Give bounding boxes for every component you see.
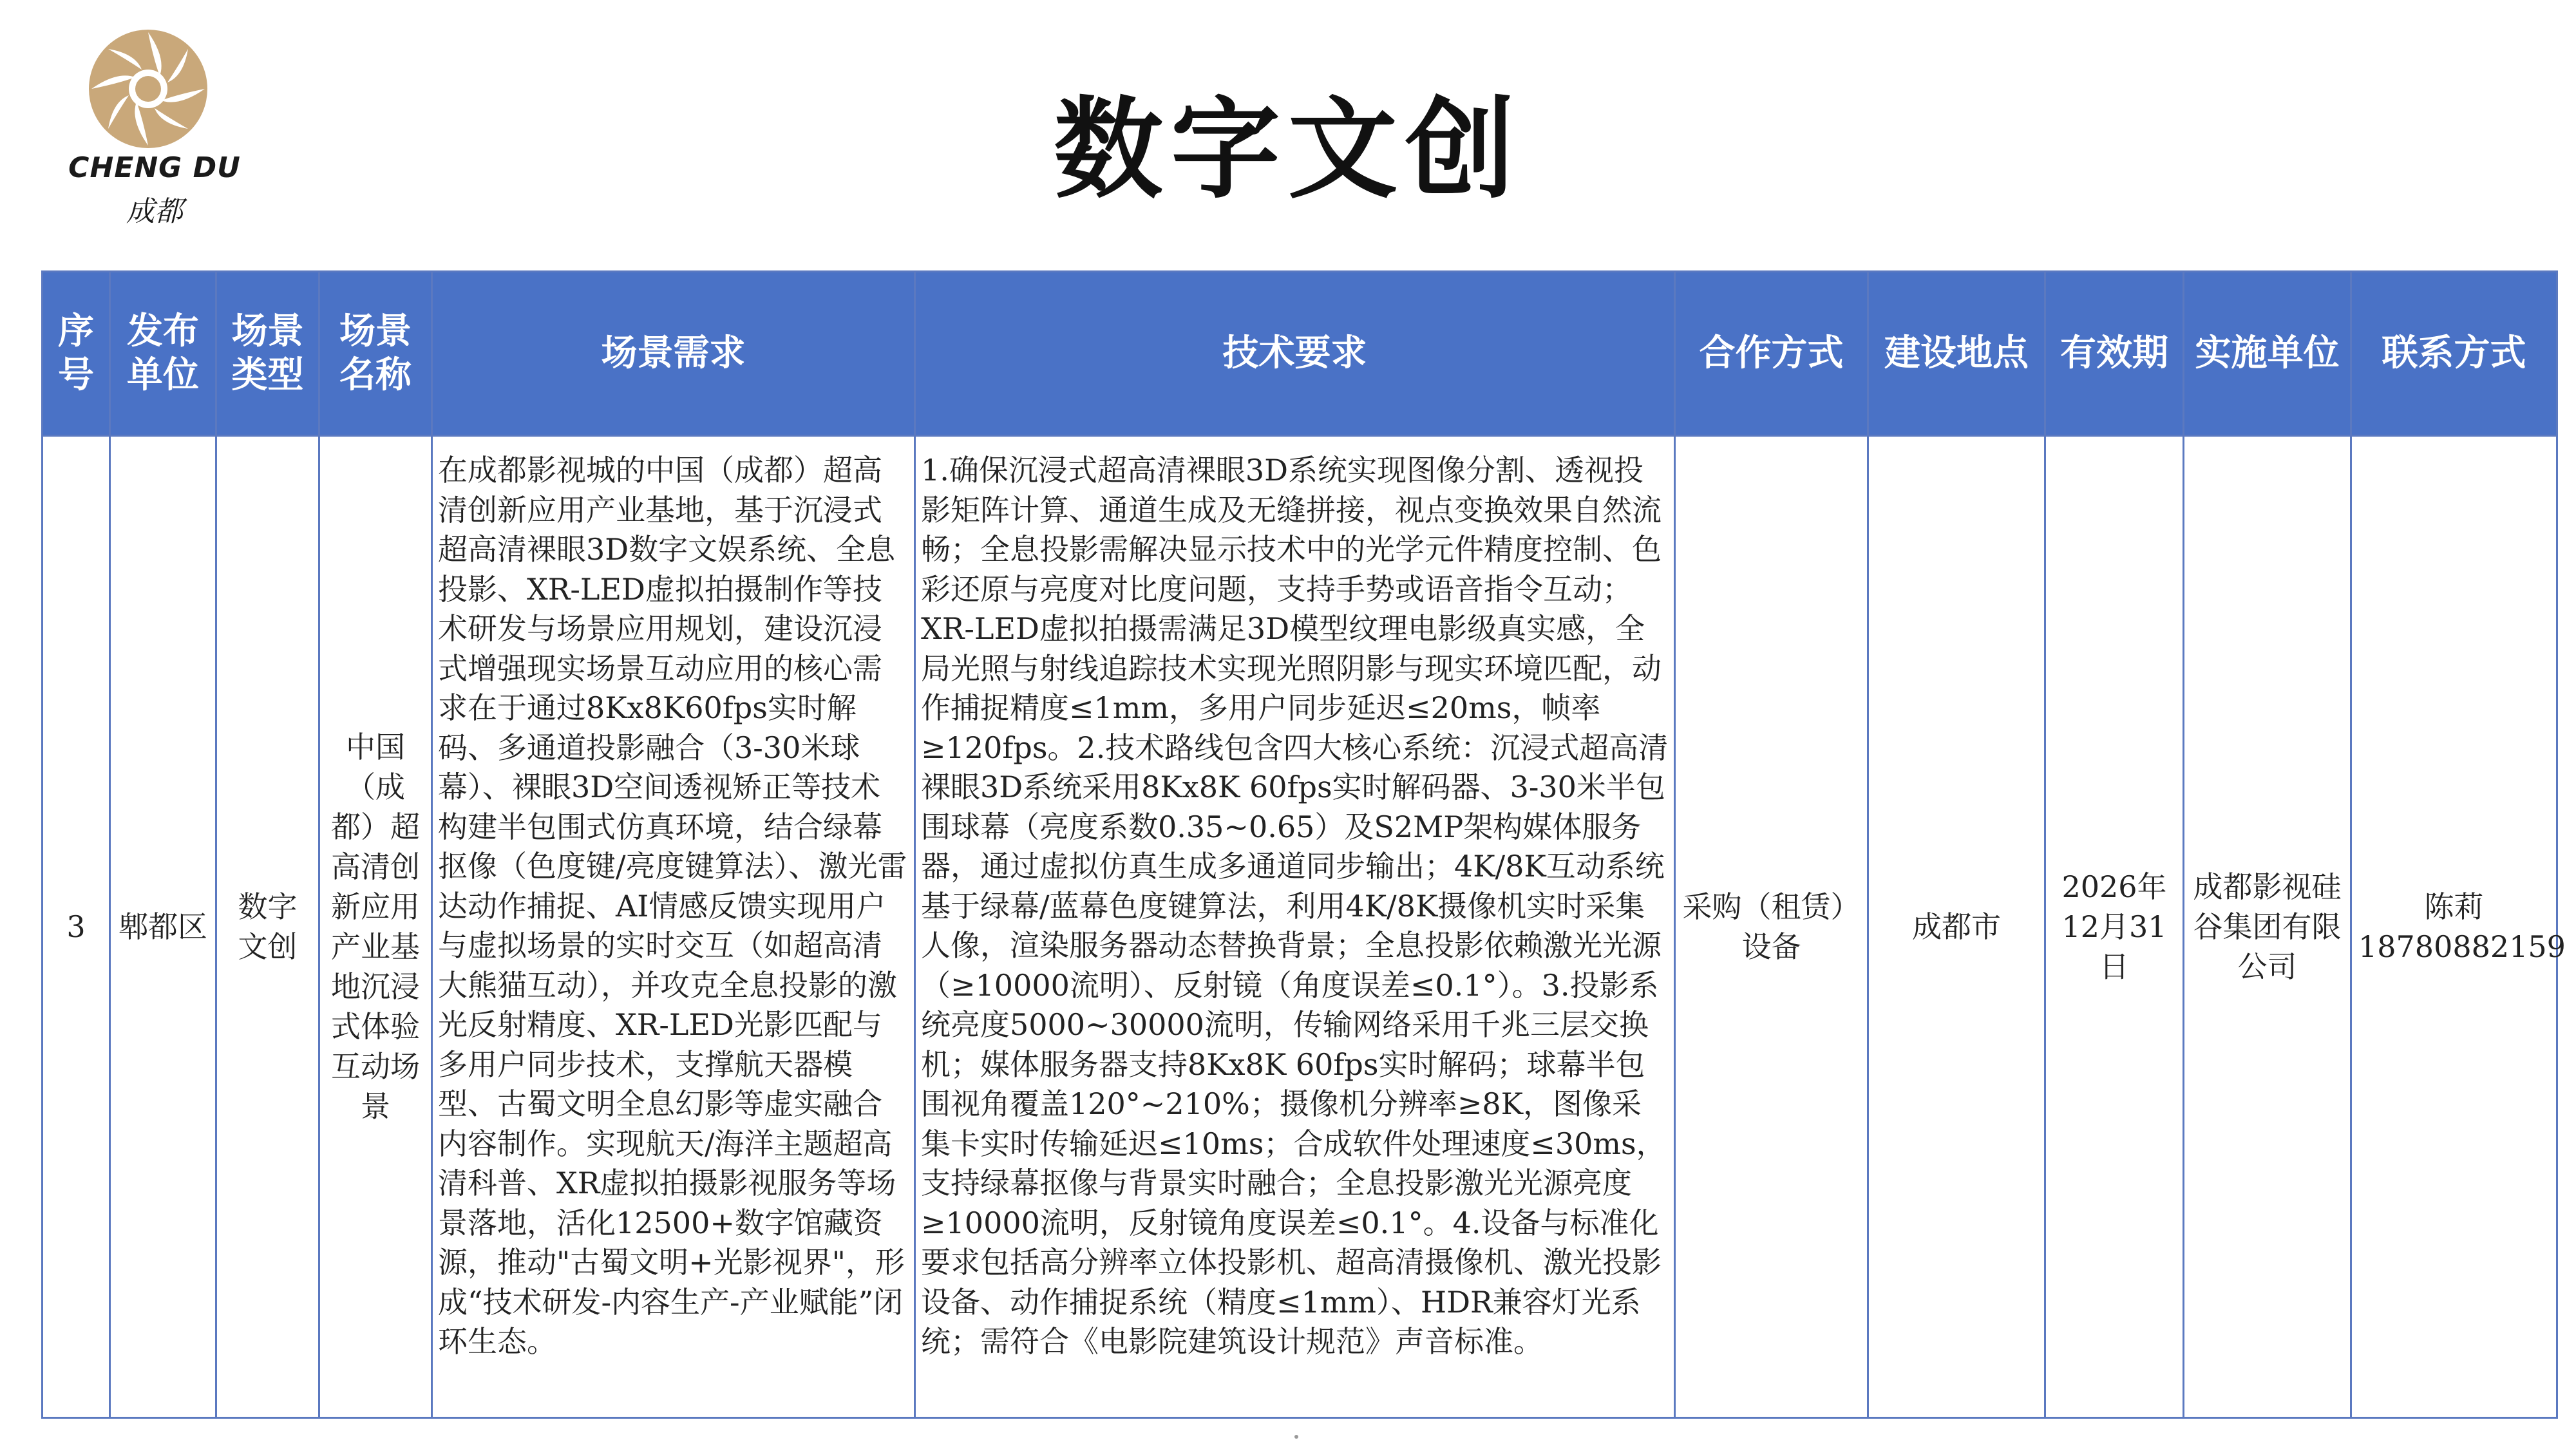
header-tech: 技术要求 <box>915 272 1675 436</box>
header-cooperation: 合作方式 <box>1675 272 1868 436</box>
contact-phone: 18780882159 <box>2358 929 2566 964</box>
header-scene-name: 场景名称 <box>319 272 432 436</box>
cell-scene-name: 中国（成都）超高清创新应用产业基地沉浸式体验互动场景 <box>319 436 432 1418</box>
scene-table <box>41 270 2566 1419</box>
table-row <box>43 436 2557 1418</box>
header-implementer: 实施单位 <box>2184 272 2351 436</box>
cell-scene-type: 数字文创 <box>216 436 319 1418</box>
header-publisher: 发布单位 <box>110 272 216 436</box>
header-demand: 场景需求 <box>432 272 915 436</box>
cell-index: 3 <box>43 436 110 1418</box>
table-header-row <box>43 272 2557 436</box>
page-title: 数字文创 <box>1053 85 1522 214</box>
cell-tech: 1.确保沉浸式超高清裸眼3D系统实现图像分割、透视投影矩阵计算、通道生成及无缝拼接，视点变换效果自然流畅；全息投影需解决显示技术中的光学元件精度控制、色彩还原与亮度对比度问题，支持手势或语音指令互动；XR-LED虚拟拍摄需满足3D模型纹理电影级真实感，全局光照与射线追踪技术实现光照阴影与现实环境匹配，动作捕捉精度≤1mm，多用户同步延迟≤20ms，帧率≥120fps。2.技术路线包含四大核心系统：沉浸式超高清裸眼3D系统采用8Kx8K 60fps实时解码器、3-30米半包围球幕（亮度系数0.35~0.65）及S2MP架构媒体服务器，通过虚拟仿真生成多通道同步输出；4K/8K互动系统基于绿幕/蓝幕色度键算法，利用4K/8K摄像机实时采集人像，渲染服务器动态替换背景；全息投影依赖激光光源（≥10000流明）、反射镜（角度误差≤0.1°）。3.投影系统亮度5000~30000流明，传输网络采用千兆三层交换机；媒体服务器支持8Kx8K 60fps实时解码；球幕半包围视角覆盖120°~210%；摄像机分辨率≥8K，图像采集卡实时传输延迟≤10ms；合成软件处理速度≤30ms，支持绿幕抠像与背景实时融合；全息投影激光光源亮度≥10000流明，反射镜角度误差≤0.1°。4.设备与标准化要求包括高分辨率立体投影机、超高清摄像机、激光投影设备、动作捕捉系统（精度≤1mm）、HDR兼容灯光系统；需符合《电影院建筑设计规范》声音标准。 <box>915 436 1675 1418</box>
header-location: 建设地点 <box>1868 272 2045 436</box>
cell-location: 成都市 <box>1868 436 2045 1418</box>
header-validity: 有效期 <box>2045 272 2184 436</box>
header-scene-type: 场景类型 <box>216 272 319 436</box>
logo-text-en: CHENG DU <box>68 151 241 184</box>
chengdu-logo <box>52 19 245 232</box>
cell-validity: 2026年12月31日 <box>2045 436 2184 1418</box>
contact-name: 陈莉 <box>2424 889 2484 924</box>
header-index: 序号 <box>43 272 110 436</box>
cell-publisher: 郫都区 <box>110 436 216 1418</box>
cell-demand: 在成都影视城的中国（成都）超高清创新应用产业基地，基于沉浸式超高清裸眼3D数字文娱系统、全息投影、XR-LED虚拟拍摄制作等技术研发与场景应用规划，建设沉浸式增强现实场景互动应用的核心需求在于通过8Kx8K60fps实时解码、多通道投影融合（3-30米球幕）、裸眼3D空间透视矫正等技术构建半包围式仿真环境，结合绿幕抠像（色度键/亮度键算法）、激光雷达动作捕捉、AI情感反馈实现用户与虚拟场景的实时交互（如超高清大熊猫互动），并攻克全息投影的激光反射精度、XR-LED光影匹配与多用户同步技术，支撑航天器模型、古蜀文明全息幻影等虚实融合内容制作。实现航天/海洋主题超高清科普、XR虚拟拍摄影视服务等场景落地，活化12500+数字馆藏资源，推动"古蜀文明+光影视界"，形成“技术研发-内容生产-产业赋能”闭环生态。 <box>432 436 915 1418</box>
cell-implementer: 成都影视硅谷集团有限公司 <box>2184 436 2351 1418</box>
page-dot <box>1294 1435 1298 1439</box>
logo-text-cn: 成都 <box>126 195 183 228</box>
sunbird-emblem-icon <box>52 19 245 174</box>
header-contact: 联系方式 <box>2351 272 2557 436</box>
cell-contact <box>2351 436 2566 1418</box>
cell-cooperation: 采购（租赁）设备 <box>1675 436 1868 1418</box>
